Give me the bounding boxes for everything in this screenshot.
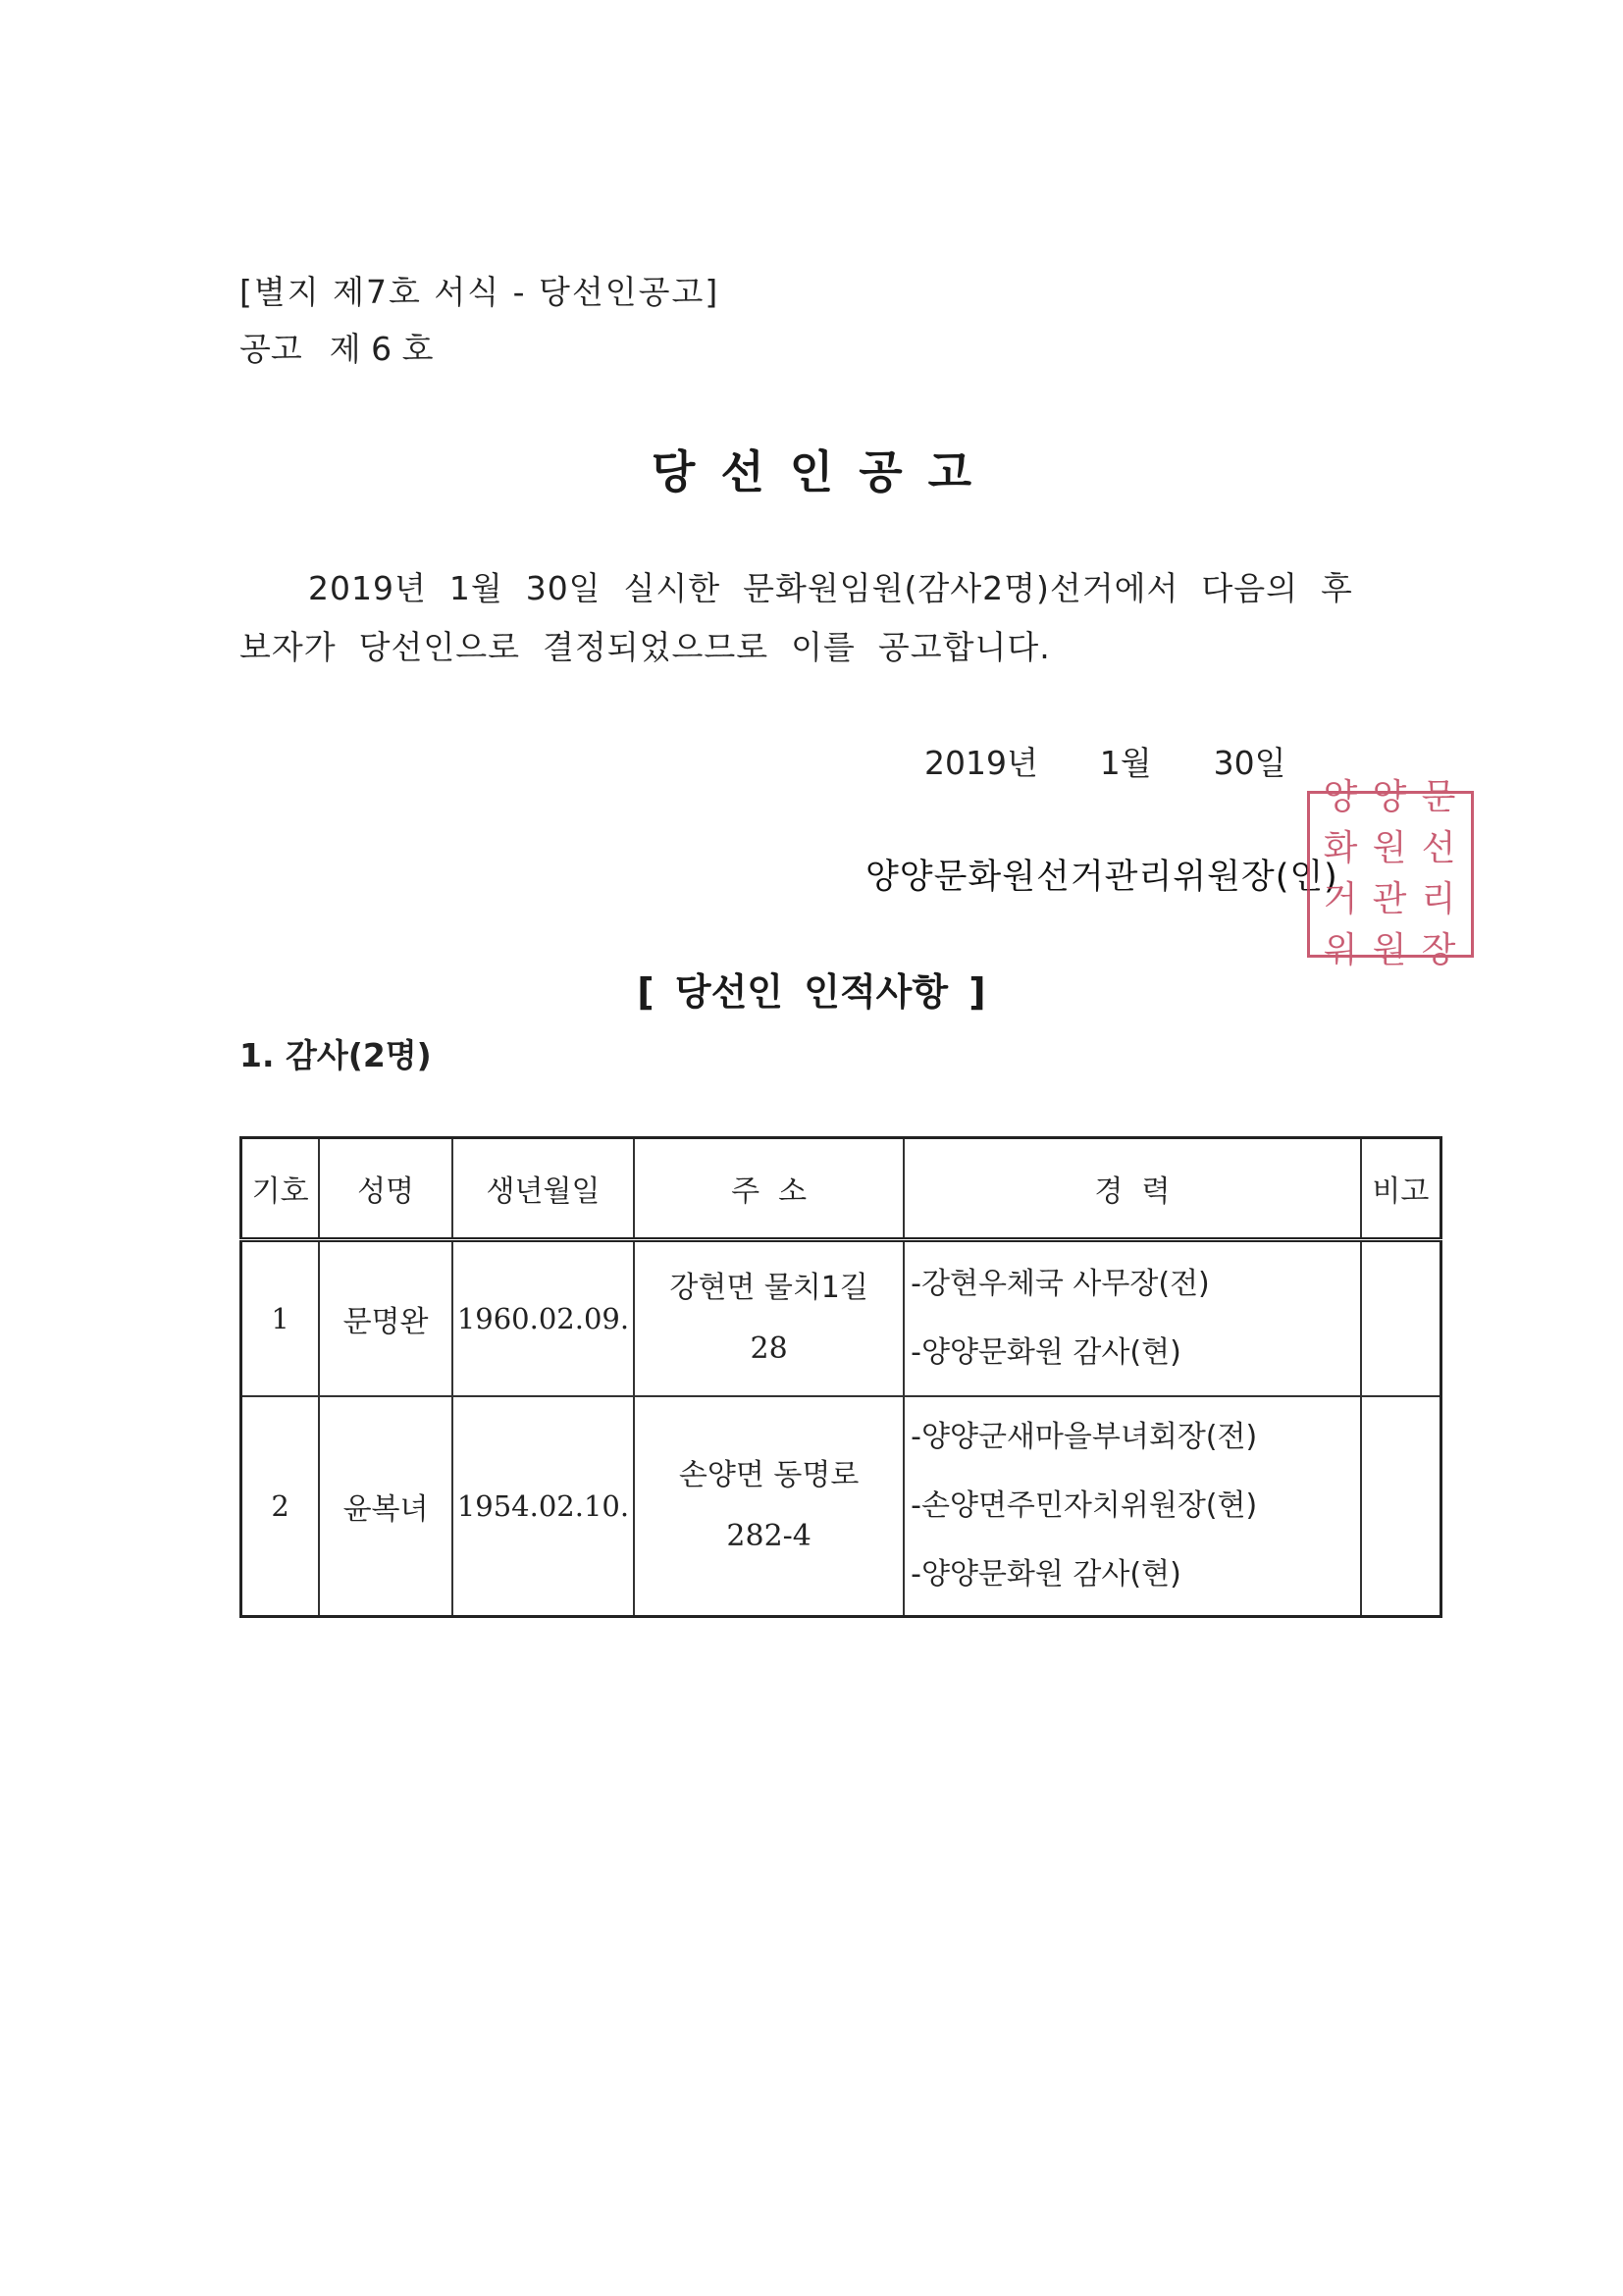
career-item: -양양군새마을부녀회장(전) <box>911 1420 1258 1454</box>
notice-body-line-2: 보자가 당선인으로 결정되었으므로 이를 공고합니다. <box>239 628 1051 666</box>
seal-char: 원 <box>1372 828 1409 868</box>
cell-note <box>1361 1396 1441 1617</box>
section-title: [ 당선인 인적사항 ] <box>637 970 986 1014</box>
notice-body-line-1: 2019년 1월 30일 실시한 문화원임원(감사2명)선거에서 다음의 후 <box>308 569 1353 607</box>
document-title: 당선인공고 <box>651 445 998 498</box>
seal-char: 선 <box>1421 828 1458 868</box>
official-seal-stamp <box>1307 777 1474 970</box>
seal-char: 리 <box>1421 879 1458 919</box>
career-item: -손양면주민자치위원장(현) <box>911 1488 1258 1523</box>
cell-birth: 1960.02.09. <box>452 1240 634 1397</box>
cell-career <box>904 1240 1361 1397</box>
table-row <box>241 1396 1441 1617</box>
header-note: 비고 <box>1361 1138 1441 1240</box>
committee-signature: 양양문화원선거관리위원장(인) <box>865 858 1338 897</box>
cell-no: 2 <box>241 1396 320 1617</box>
seal-char: 화 <box>1323 828 1360 868</box>
seal-char: 원 <box>1372 930 1409 970</box>
header-career: 경 력 <box>904 1138 1361 1240</box>
table-row <box>241 1240 1441 1397</box>
cell-name: 윤복녀 <box>319 1396 452 1617</box>
notice-number-value: 제 6 호 <box>329 330 434 368</box>
address-line: 28 <box>750 1331 788 1366</box>
header-name: 성명 <box>319 1138 452 1240</box>
form-label: [별지 제7호 서식 - 당선인공고] <box>239 273 720 311</box>
subsection-title: 1. 감사(2명) <box>239 1036 432 1074</box>
career-item: -양양문화원 감사(현) <box>911 1335 1181 1370</box>
seal-char: 장 <box>1421 930 1458 970</box>
header-no: 기호 <box>241 1138 320 1240</box>
career-item: -강현우체국 사무장(전) <box>911 1267 1210 1301</box>
address-line: 손양면 동명로 <box>678 1458 860 1492</box>
seal-char: 문 <box>1421 777 1458 817</box>
seal-char: 위 <box>1323 930 1360 970</box>
table-header-row <box>241 1138 1441 1240</box>
cell-address <box>634 1396 904 1617</box>
header-address: 주 소 <box>634 1138 904 1240</box>
cell-no: 1 <box>241 1240 320 1397</box>
notice-date: 2019년 1월 30일 <box>924 744 1286 782</box>
cell-note <box>1361 1240 1441 1397</box>
address-line: 강현면 물치1길 <box>669 1271 868 1305</box>
cell-birth: 1954.02.10. <box>452 1396 634 1617</box>
cell-career <box>904 1396 1361 1617</box>
seal-char: 관 <box>1372 879 1409 919</box>
cell-name: 문명완 <box>319 1240 452 1397</box>
seal-char: 거 <box>1323 879 1360 919</box>
address-line: 282-4 <box>726 1519 812 1553</box>
notice-prefix: 공고 <box>239 330 302 368</box>
seal-char: 양 <box>1372 777 1409 817</box>
seal-char: 양 <box>1323 777 1360 817</box>
notice-number <box>239 324 461 370</box>
cell-address <box>634 1240 904 1397</box>
career-item: -양양문화원 감사(현) <box>911 1557 1181 1592</box>
elected-persons-table <box>239 1136 1442 1618</box>
notice-body <box>239 559 1417 677</box>
header-birth: 생년월일 <box>452 1138 634 1240</box>
